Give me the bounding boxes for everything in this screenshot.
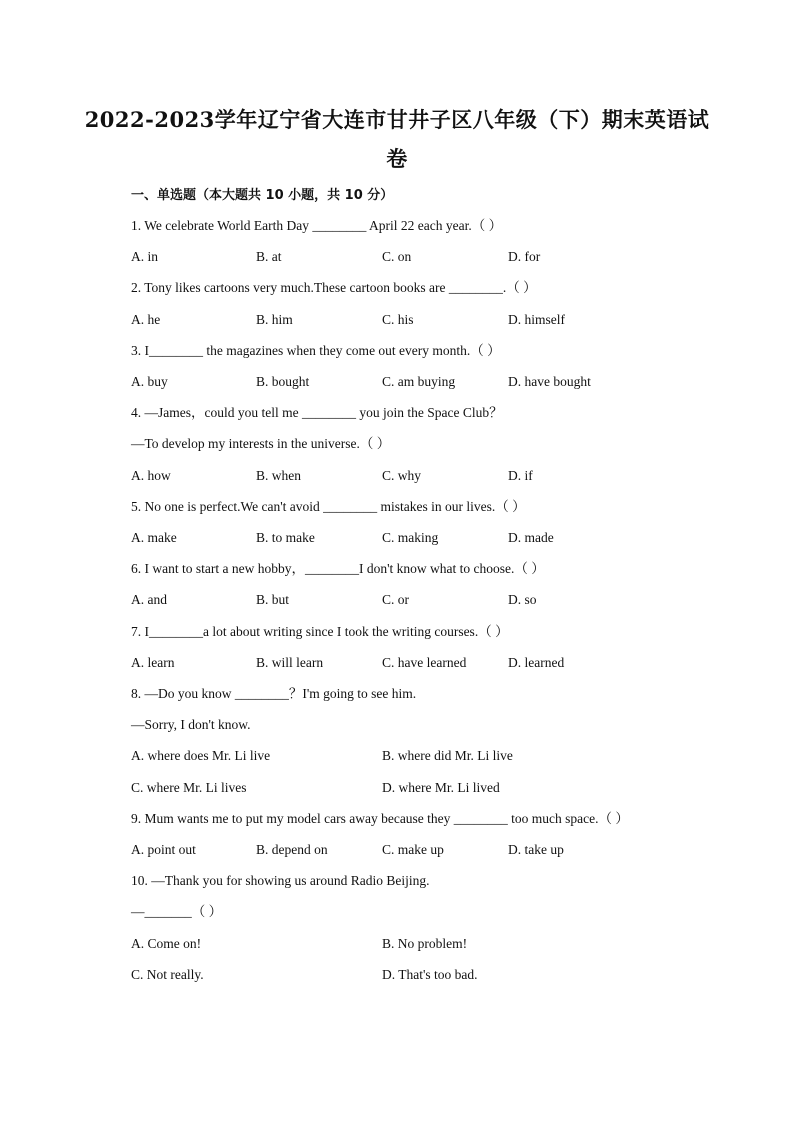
- question-2-stem: 2. Tony likes cartoons very much.These cartoon books are ________.（ ）: [131, 280, 537, 295]
- question-4-option-a: A. how: [131, 468, 171, 483]
- question-3-option-c: C. am buying: [382, 374, 456, 389]
- question-1-option-a: A. in: [131, 249, 158, 264]
- question-9-option-a: A. point out: [131, 842, 196, 857]
- question-4-stem: 4. —James，could you tell me ________ you join the Space Club？: [131, 405, 503, 420]
- question-4-option-d: D. if: [508, 468, 533, 483]
- question-9-option-c: C. make up: [382, 842, 444, 857]
- question-1-option-d: D. for: [508, 249, 541, 264]
- question-5-option-c: C. making: [382, 530, 439, 545]
- question-1-option-c: C. on: [382, 249, 412, 264]
- question-5-option-b: B. to make: [256, 530, 315, 545]
- question-7-stem: 7. I________a lot about writing since I took the writing courses.（ ）: [131, 624, 509, 639]
- question-6-option-d: D. so: [508, 592, 537, 607]
- question-9-option-d: D. take up: [508, 842, 564, 857]
- question-10-option-b: B. No problem!: [382, 936, 468, 951]
- question-10-stem-reply: —_______（ ）: [131, 904, 223, 919]
- section-heading: 一、单选题（本大题共 10 小题，共 10 分）: [131, 188, 394, 203]
- question-9-option-b: B. depend on: [256, 842, 328, 857]
- question-8-option-b: B. where did Mr. Li live: [382, 748, 513, 763]
- question-8-option-d: D. where Mr. Li lived: [382, 780, 500, 795]
- question-8-stem-reply: —Sorry, I don't know.: [131, 717, 251, 732]
- question-10-stem: 10. —Thank you for showing us around Radio Beijing.: [131, 873, 430, 888]
- question-6-option-b: B. but: [256, 592, 290, 607]
- question-1-stem: 1. We celebrate World Earth Day ________ April 22 each year.（ ）: [131, 218, 503, 233]
- question-8-option-c: C. where Mr. Li lives: [131, 780, 247, 795]
- question-7-option-a: A. learn: [131, 655, 175, 670]
- question-7-option-b: B. will learn: [256, 655, 324, 670]
- question-2-option-c: C. his: [382, 312, 414, 327]
- question-9-stem: 9. Mum wants me to put my model cars away because they ________ too much space.（ ）: [131, 811, 629, 826]
- question-3-stem: 3. I________ the magazines when they come out every month.（ ）: [131, 343, 501, 358]
- question-2-option-d: D. himself: [508, 312, 565, 327]
- question-6-stem: 6. I want to start a new hobby，________I don't know what to choose.（ ）: [131, 561, 545, 576]
- question-8-option-a: A. where does Mr. Li live: [131, 748, 271, 763]
- question-2-option-a: A. he: [131, 312, 161, 327]
- question-3-option-d: D. have bought: [508, 374, 591, 389]
- question-5-option-a: A. make: [131, 530, 177, 545]
- question-2-option-b: B. him: [256, 312, 293, 327]
- question-8-stem: 8. —Do you know ________？I'm going to see him.: [131, 686, 417, 701]
- question-7-option-c: C. have learned: [382, 655, 467, 670]
- question-3-option-a: A. buy: [131, 374, 168, 389]
- page-title: 2022-2023学年辽宁省大连市甘井子区八年级（下）期末英语试: [84, 107, 710, 132]
- question-3-option-b: B. bought: [256, 374, 310, 389]
- page-title-continued: 卷: [386, 146, 408, 171]
- question-10-option-c: C. Not really.: [131, 967, 204, 982]
- question-6-option-c: C. or: [382, 592, 409, 607]
- question-4-option-c: C. why: [382, 468, 422, 483]
- question-5-stem: 5. No one is perfect.We can't avoid ________ mistakes in our lives.（ ）: [131, 499, 526, 514]
- question-6-option-a: A. and: [131, 592, 167, 607]
- question-4-option-b: B. when: [256, 468, 301, 483]
- question-5-option-d: D. made: [508, 530, 554, 545]
- question-1-option-b: B. at: [256, 249, 282, 264]
- question-4-stem-reply: —To develop my interests in the universe.（ ）: [131, 436, 391, 451]
- question-10-option-a: A. Come on!: [131, 936, 202, 951]
- question-10-option-d: D. That's too bad.: [382, 967, 478, 982]
- question-7-option-d: D. learned: [508, 655, 565, 670]
